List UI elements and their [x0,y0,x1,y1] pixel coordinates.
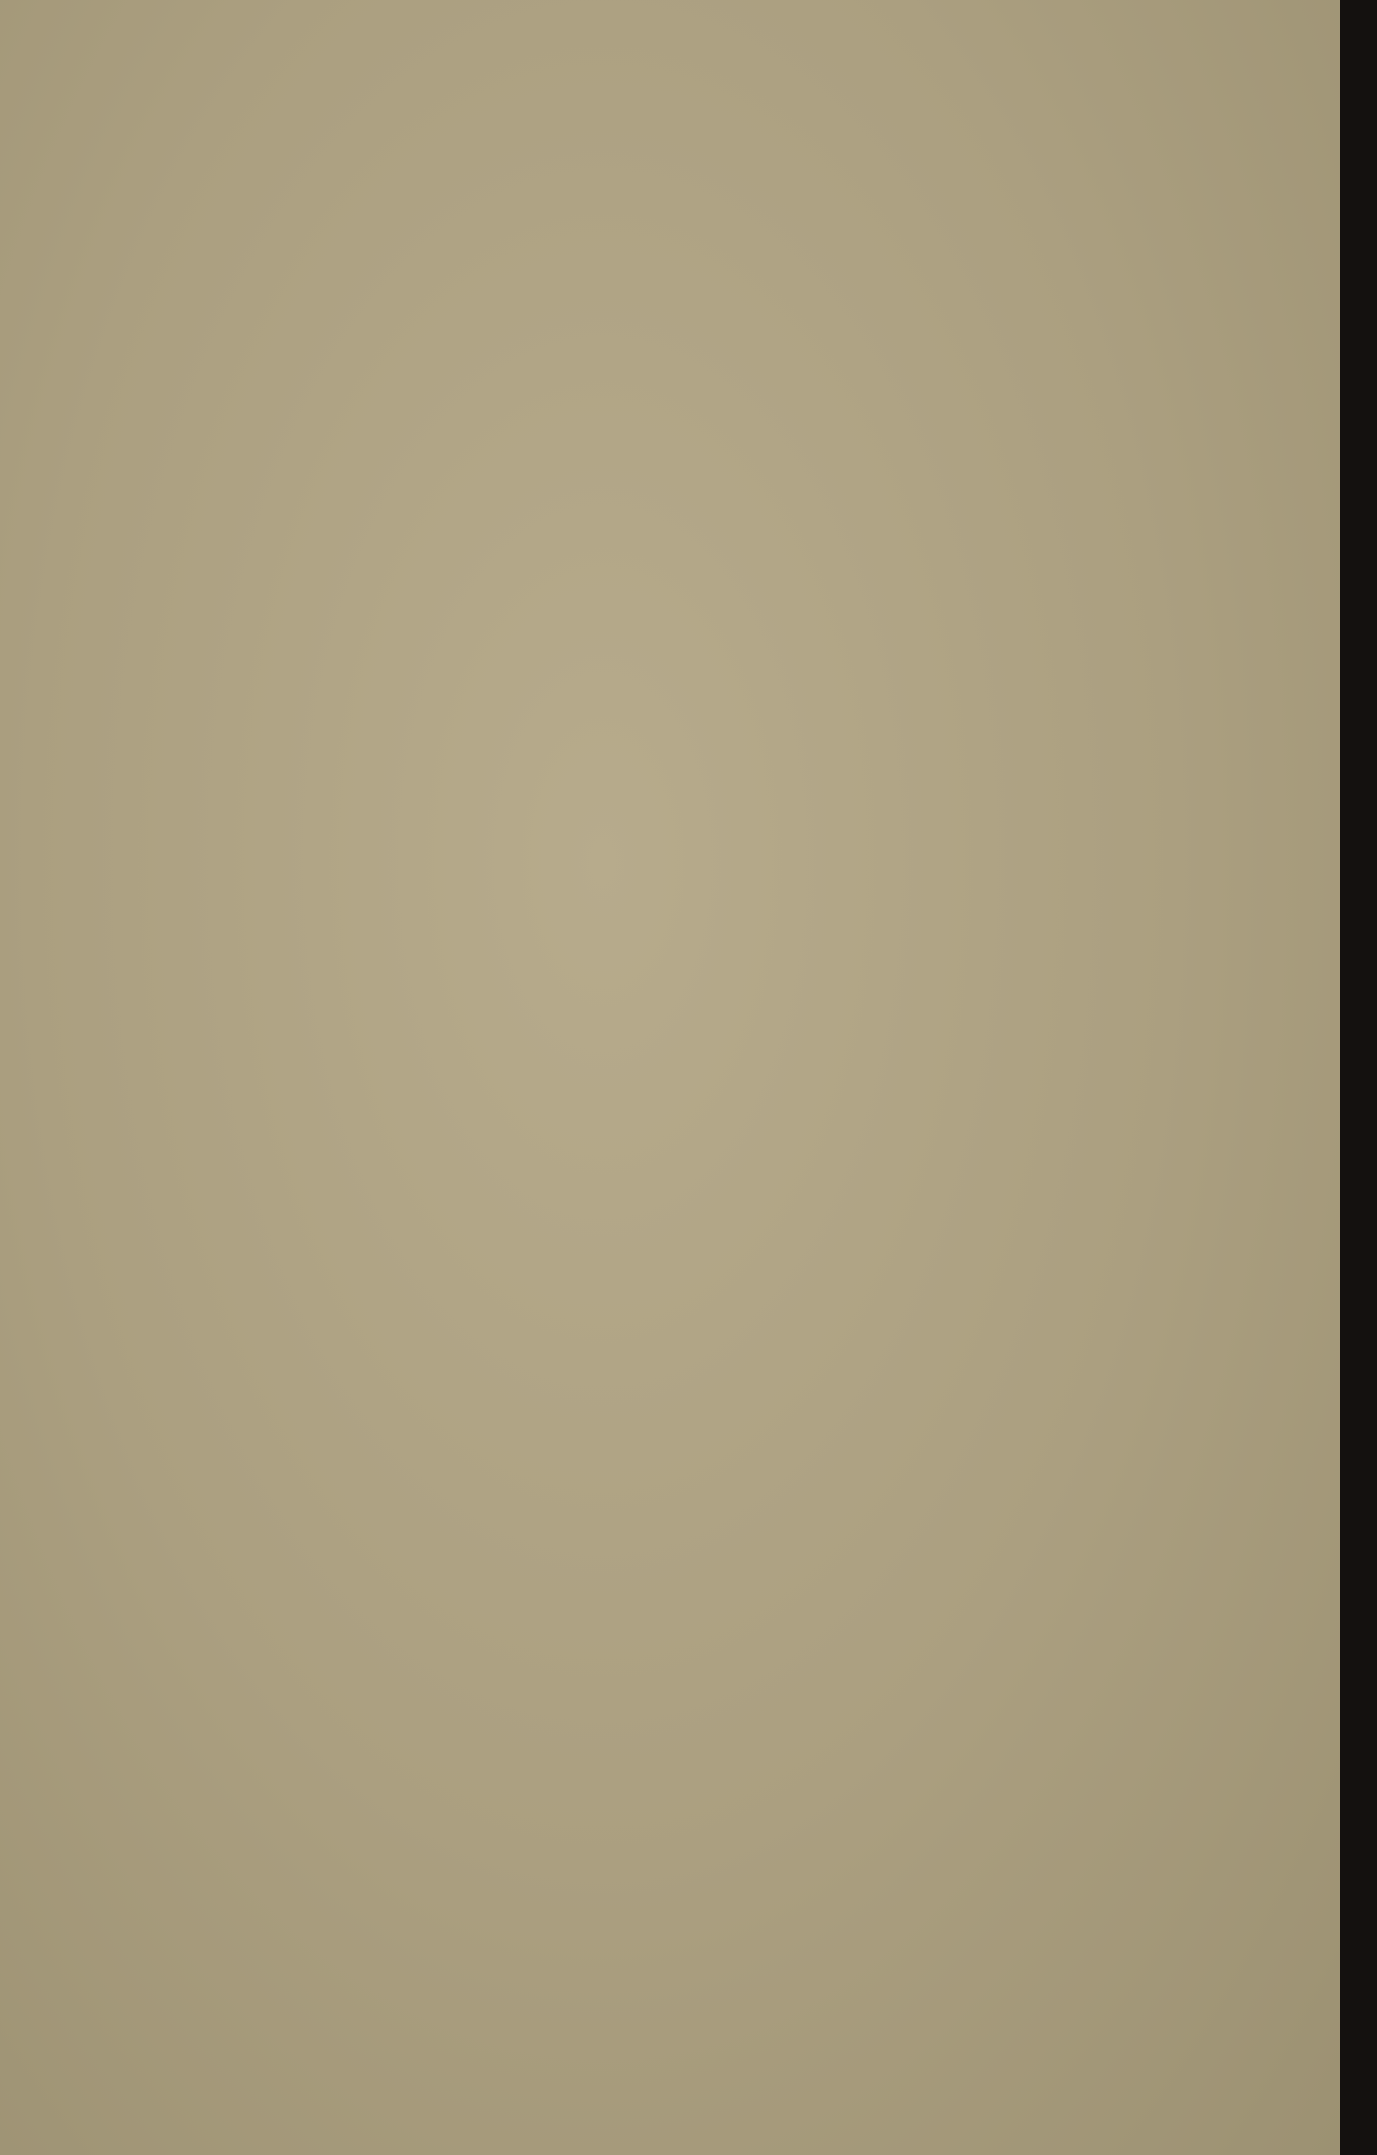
page-edge [1340,0,1377,2155]
